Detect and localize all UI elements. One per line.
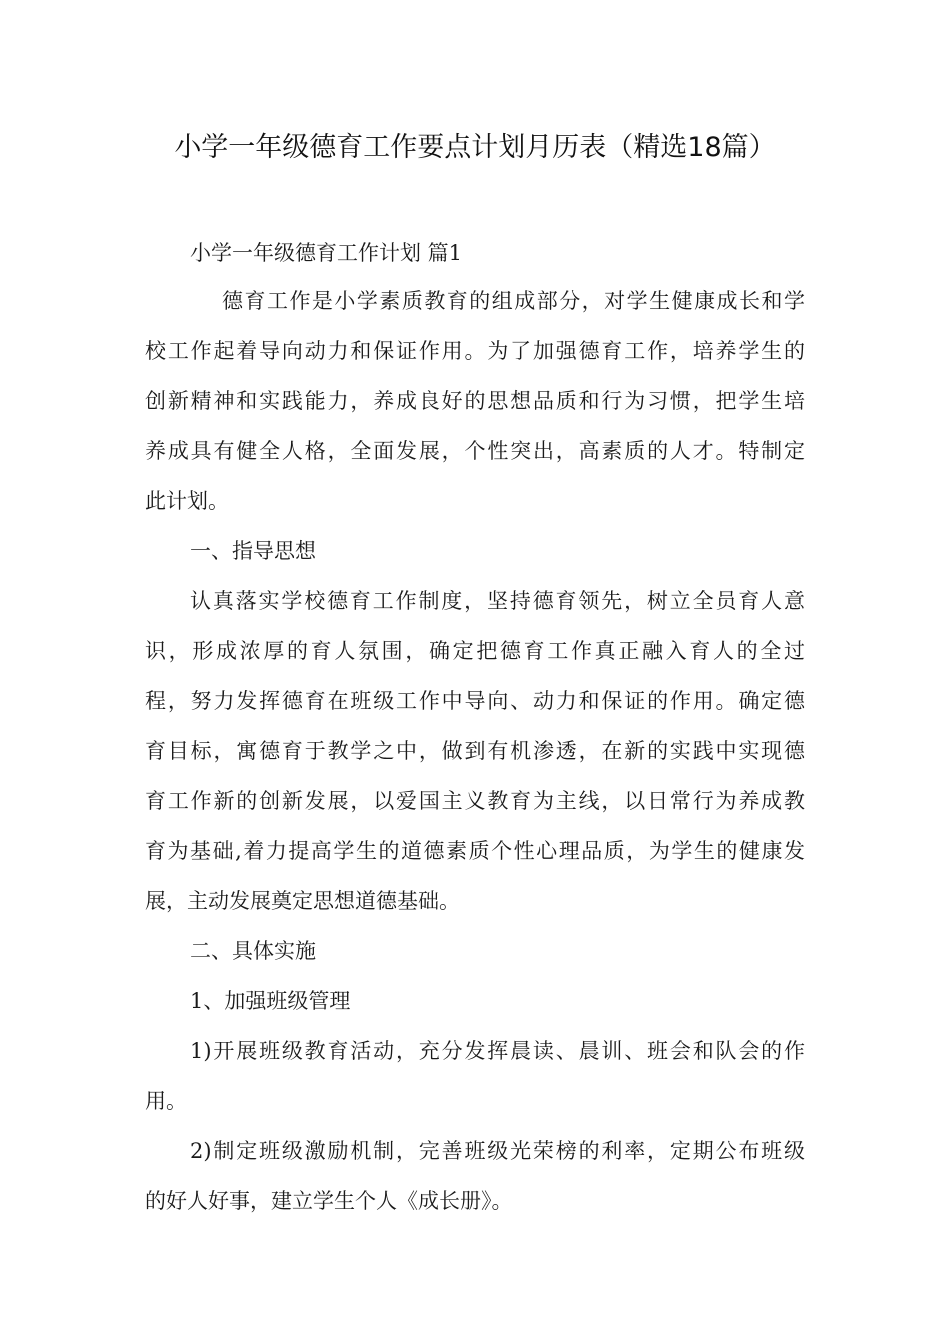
subsection-heading: 1、加强班级管理 <box>190 989 351 1013</box>
paragraph-line: 养成具有健全人格，全面发展，个性突出，高素质的人才。特制定 <box>145 439 805 463</box>
paragraph-line: 用。 <box>145 1089 187 1113</box>
paragraph-line: 2)制定班级激励机制，完善班级光荣榜的利率，定期公布班级 <box>190 1139 805 1163</box>
paragraph-line: 程，努力发挥德育在班级工作中导向、动力和保证的作用。确定德 <box>145 689 805 713</box>
document-title: 小学一年级德育工作要点计划月历表（精选18篇） <box>174 132 776 163</box>
paragraph-line: 校工作起着导向动力和保证作用。为了加强德育工作，培养学生的 <box>145 339 805 363</box>
paragraph-line: 的好人好事，建立学生个人《成长册》。 <box>145 1189 513 1213</box>
paragraph-line: 展，主动发展奠定思想道德基础。 <box>145 889 460 913</box>
section-heading: 小学一年级德育工作计划 篇1 <box>190 241 463 265</box>
paragraph-line: 育工作新的创新发展，以爱国主义教育为主线，以日常行为养成教 <box>145 789 805 813</box>
section-heading: 一、指导思想 <box>190 539 316 563</box>
paragraph-line: 1)开展班级教育活动，充分发挥晨读、晨训、班会和队会的作 <box>190 1039 805 1063</box>
paragraph-line: 此计划。 <box>145 489 229 513</box>
paragraph-line: 德育工作是小学素质教育的组成部分，对学生健康成长和学 <box>222 289 805 313</box>
paragraph-line: 认真落实学校德育工作制度，坚持德育领先，树立全员育人意 <box>190 589 805 613</box>
paragraph-line: 育目标，寓德育于教学之中，做到有机渗透，在新的实践中实现德 <box>145 739 805 763</box>
paragraph-line: 创新精神和实践能力，养成良好的思想品质和行为习惯，把学生培 <box>145 389 805 413</box>
section-heading: 二、具体实施 <box>190 939 316 963</box>
paragraph-line: 识，形成浓厚的育人氛围，确定把德育工作真正融入育人的全过 <box>145 639 805 663</box>
paragraph-line: 育为基础,着力提高学生的道德素质个性心理品质，为学生的健康发 <box>145 839 805 863</box>
